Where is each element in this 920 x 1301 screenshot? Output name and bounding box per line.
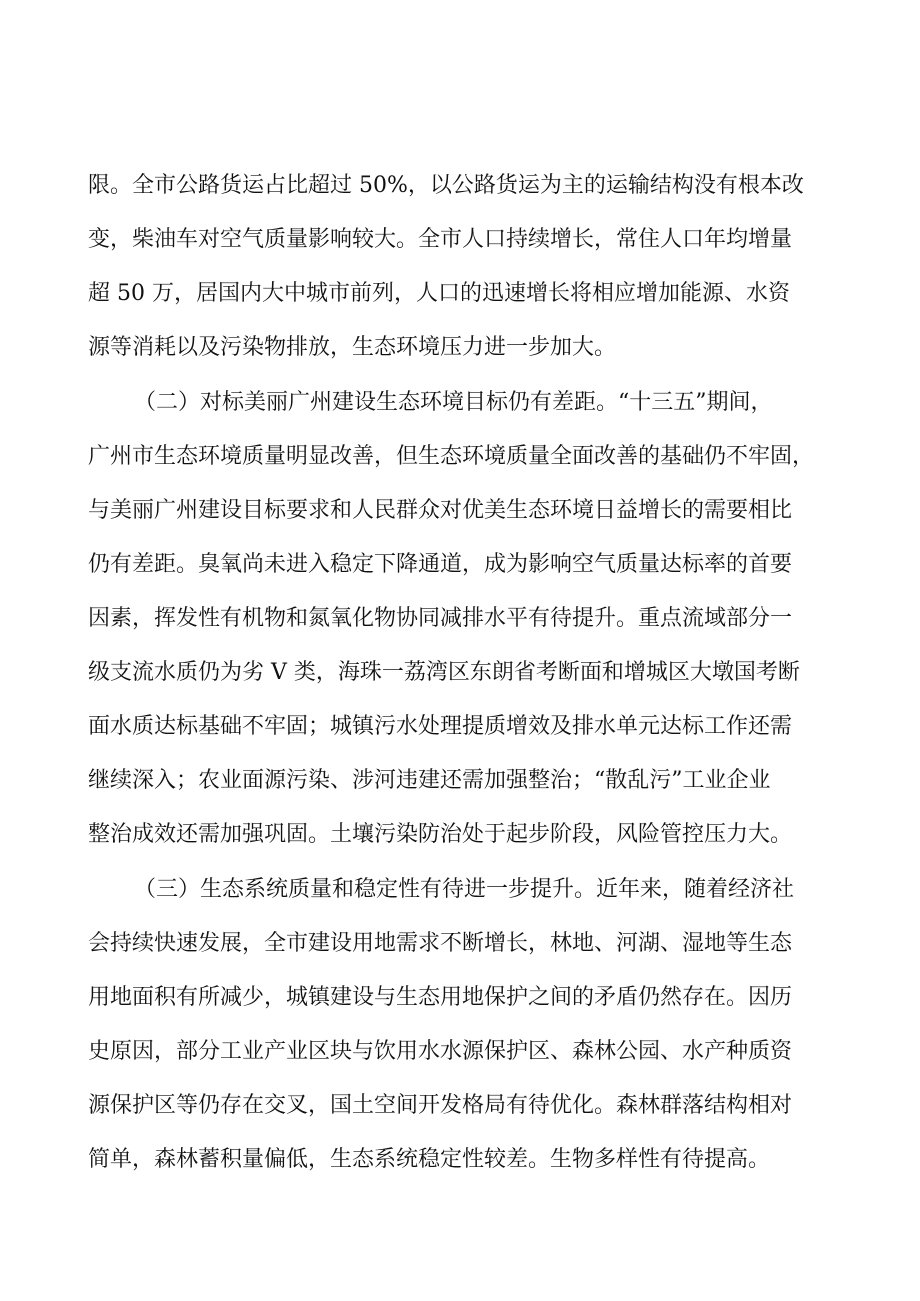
text-line: 超 50 万，居国内大中城市前列，人口的迅速增长将相应增加能源、水资 bbox=[88, 281, 790, 306]
text-line: 简单，森林蓄积量偏低，生态系统稳定性较差。生物多样性有待提高。 bbox=[88, 1147, 771, 1172]
text-line: 源等消耗以及污染物排放，生态环境压力进一步加大。 bbox=[88, 335, 617, 360]
section-heading-line: （二）对标美丽广州建设生态环境目标仍有差距。“十三五”期间， bbox=[134, 390, 773, 415]
text-line: 因素，挥发性有机物和氮氧化物协同减排水平有待提升。重点流域部分一 bbox=[88, 606, 793, 631]
text-line: 会持续快速发展，全市建设用地需求不断增长，林地、河湖、湿地等生态 bbox=[88, 931, 793, 956]
text-line: 仍有差距。臭氧尚未进入稳定下降通道，成为影响空气质量达标率的首要 bbox=[88, 552, 793, 577]
text-line: 限。全市公路货运占比超过 50%，以公路货运为主的运输结构没有根本改 bbox=[88, 173, 804, 198]
text-line: 与美丽广州建设目标要求和人民群众对优美生态环境日益增长的需要相比 bbox=[88, 498, 793, 523]
text-line: 级支流水质仍为劣 V 类，海珠一荔湾区东朗省考断面和增城区大墩国考断 bbox=[88, 660, 800, 685]
text-line: 源保护区等仍存在交叉，国土空间开发格局有待优化。森林群落结构相对 bbox=[88, 1093, 793, 1118]
text-line: 用地面积有所减少，城镇建设与生态用地保护之间的矛盾仍然存在。因历 bbox=[88, 985, 793, 1010]
text-line: 继续深入；农业面源污染、涉河违建还需加强整治；“散乱污”工业企业 bbox=[88, 768, 771, 793]
text-line: 史原因，部分工业产业区块与饮用水水源保护区、森林公园、水产种质资 bbox=[88, 1039, 793, 1064]
text-line: 整治成效还需加强巩固。土壤污染防治处于起步阶段，风险管控压力大。 bbox=[88, 822, 793, 847]
section-heading-line: （三）生态系统质量和稳定性有待进一步提升。近年来，随着经济社 bbox=[134, 877, 795, 902]
text-line: 变，柴油车对空气质量影响较大。全市人口持续增长，常住人口年均增量 bbox=[88, 227, 793, 252]
text-line: 广州市生态环境质量明显改善，但生态环境质量全面改善的基础仍不牢固， bbox=[88, 444, 815, 469]
text-line: 面水质达标基础不牢固；城镇污水处理提质增效及排水单元达标工作还需 bbox=[88, 714, 793, 739]
